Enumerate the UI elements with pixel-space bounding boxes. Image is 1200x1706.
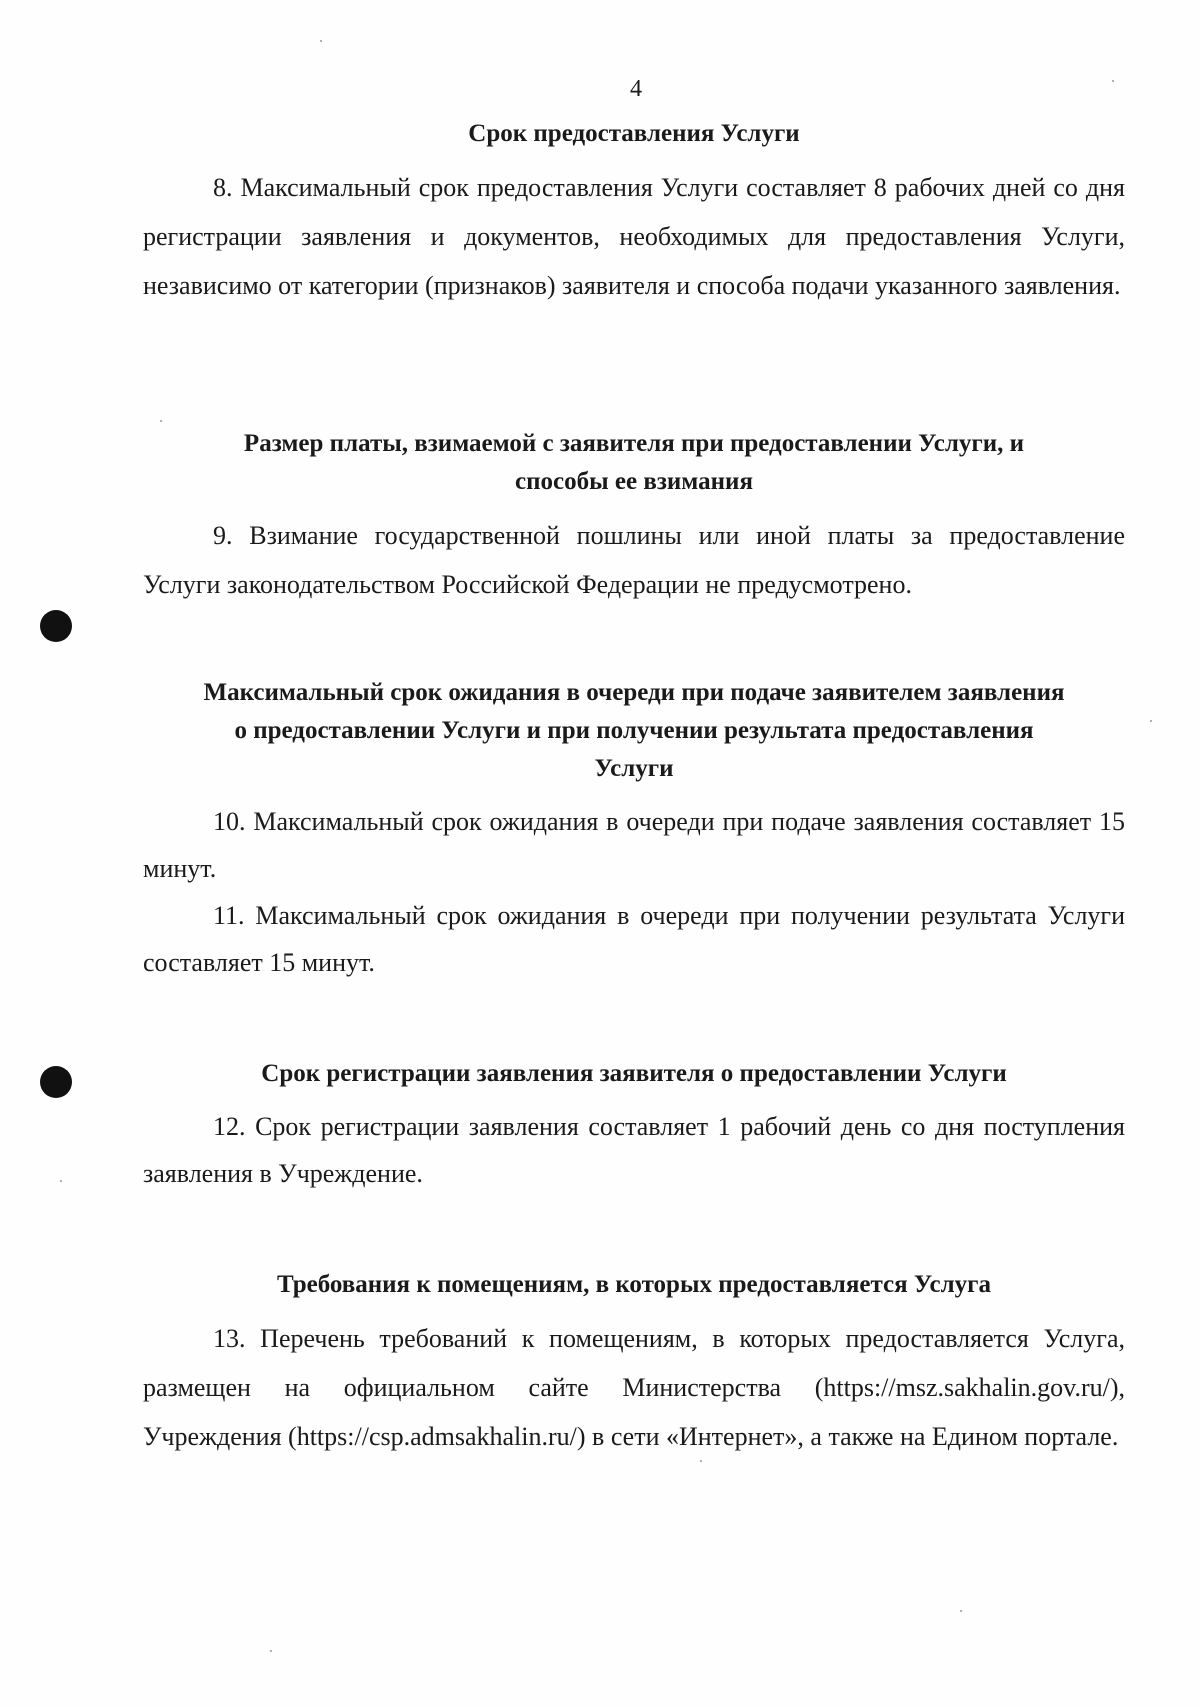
scan-speck — [270, 1650, 272, 1652]
section-registration-term — [143, 1055, 1125, 1197]
section-queue-time — [143, 674, 1125, 986]
scan-speck — [700, 1460, 702, 1462]
section-service-term — [143, 115, 1125, 310]
paragraph-12: 12. Срок регистрации заявления составляет 1 рабочий день со дня поступления заявления в Учреждение. — [143, 1112, 1125, 1188]
scan-speck — [60, 1180, 62, 1182]
section-heading: Требования к помещениям, в которых предоставляется Услуга — [276, 1271, 992, 1298]
paragraph-9: 9. Взимание государственной пошлины или иной платы за предоставление Услуги законодательством Российской Федерации не предусмотрено. — [143, 521, 1125, 599]
paragraph-10: 10. Максимальный срок ожидания в очереди при подаче заявления составляет 15 минут. — [143, 807, 1125, 883]
page-number: 4 — [630, 76, 642, 102]
section-heading-line: Максимальный срок ожидания в очереди при подаче заявителем заявления — [203, 679, 1065, 706]
punch-hole — [40, 1066, 72, 1098]
scan-speck — [1112, 80, 1114, 82]
scan-speck — [1150, 720, 1152, 722]
section-heading: Срок предоставления Услуги — [468, 120, 800, 147]
punch-hole — [40, 610, 72, 642]
section-heading: Срок регистрации заявления заявителя о предоставлении Услуги — [261, 1060, 1007, 1087]
section-heading-line: способы ее взимания — [515, 468, 753, 495]
paragraph-13: 13. Перечень требований к помещениям, в которых предоставляется Услуга, размещен на официальном сайте Министерства (https://msz.sakhalin.gov.ru/), Учреждения (https://csp.admsakhalin.ru/) в сети «Интернет», а также на Едином портале. — [143, 1324, 1125, 1451]
section-heading-line: Услуги — [594, 755, 674, 782]
section-heading-line: Размер платы, взимаемой с заявителя при предоставлении Услуги, и — [243, 430, 1025, 457]
scan-speck — [160, 420, 162, 422]
paragraph-8: 8. Максимальный срок предоставления Услуги составляет 8 рабочих дней со дня регистрации заявления и документов, необходимых для предоставления Услуги, независимо от категории (признаков) заявителя и способа подачи указанного заявления. — [143, 173, 1125, 300]
section-fee — [143, 425, 1125, 609]
section-premises — [143, 1266, 1125, 1461]
scan-speck — [960, 1610, 962, 1612]
scan-speck — [320, 40, 322, 42]
paragraph-11: 11. Максимальный срок ожидания в очереди при получении результата Услуги составляет 15 минут. — [143, 901, 1125, 977]
section-heading-line: о предоставлении Услуги и при получении результата предоставления — [234, 717, 1034, 744]
